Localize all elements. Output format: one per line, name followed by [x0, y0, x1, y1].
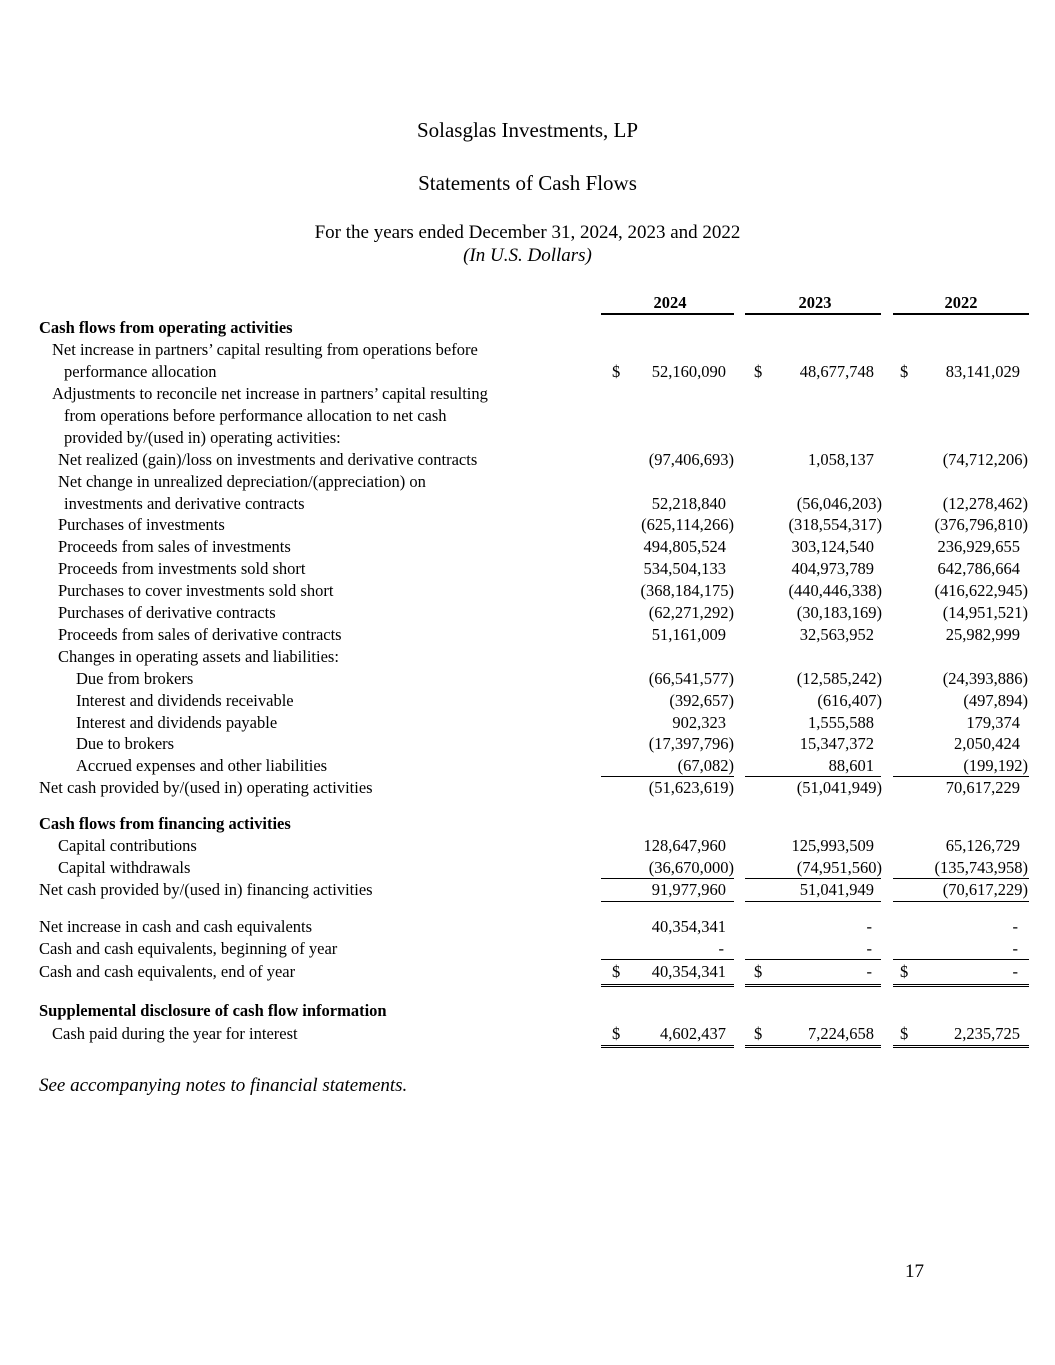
- table-row: [0, 938, 1055, 960]
- col-2022: 2022: [944, 293, 978, 312]
- value: (14,951,521): [942, 603, 1028, 622]
- value: 48,677,748: [799, 362, 874, 381]
- column-header-row: [0, 292, 1055, 314]
- grand-total-rule: [601, 984, 734, 987]
- row-label: Net cash provided by/(used in) operating activities: [39, 778, 373, 797]
- value: 70,617,229: [945, 778, 1020, 797]
- table-row: [0, 602, 1055, 624]
- col-2023: 2023: [798, 293, 832, 312]
- value: 494,805,524: [643, 537, 726, 556]
- value: 7,224,658: [808, 1024, 874, 1043]
- table-row: [0, 449, 1055, 471]
- value: 51,161,009: [651, 625, 726, 644]
- value: 88,601: [828, 756, 874, 775]
- table-row: [0, 916, 1055, 938]
- row-label: provided by/(used in) operating activities:: [64, 428, 341, 447]
- value: 52,218,840: [651, 494, 726, 513]
- grand-total-rule: [893, 1045, 1029, 1048]
- value: 2,050,424: [954, 734, 1020, 753]
- row-label: from operations before performance allocation to net cash: [64, 406, 447, 425]
- value: 91,977,960: [651, 880, 726, 899]
- dollar-sign: $: [612, 1024, 621, 1043]
- value: (376,796,810): [934, 515, 1028, 534]
- page-number: 17: [905, 1261, 924, 1282]
- value: 534,504,133: [643, 559, 726, 578]
- value: (135,743,958): [934, 858, 1028, 877]
- dollar-sign: $: [900, 962, 909, 981]
- value: (625,114,266): [641, 515, 734, 534]
- company-name: Solasglas Investments, LP: [416, 118, 639, 142]
- dollar-sign: $: [754, 962, 763, 981]
- header-rule: [601, 313, 734, 315]
- row-label: Interest and dividends receivable: [76, 691, 294, 710]
- value: (17,397,796): [648, 734, 734, 753]
- total-rule: [601, 901, 734, 902]
- value: 303,124,540: [791, 537, 874, 556]
- header-rule: [745, 313, 881, 315]
- table-row: [0, 514, 1055, 536]
- row-label: Net cash provided by/(used in) financing activities: [39, 880, 373, 899]
- row-label: Adjustments to reconcile net increase in partners’ capital resulting: [52, 384, 488, 403]
- row-label: Net change in unrealized depreciation/(appreciation) on: [58, 472, 426, 491]
- total-rule: [893, 901, 1029, 902]
- row-label: Purchases to cover investments sold short: [58, 581, 334, 600]
- value: 25,982,999: [945, 625, 1020, 644]
- value: (74,712,206): [942, 450, 1028, 469]
- row-label: Due from brokers: [76, 669, 194, 688]
- row-label: Net realized (gain)/loss on investments and derivative contracts: [58, 450, 478, 469]
- value: (67,082): [677, 756, 734, 775]
- value: 902,323: [672, 713, 726, 732]
- value: -: [1012, 917, 1018, 936]
- value: (318,554,317): [788, 515, 882, 534]
- value: (66,541,577): [648, 669, 734, 688]
- table-row: [0, 493, 1055, 515]
- subtotal-rule: [893, 959, 1029, 960]
- row-label: Net increase in partners’ capital resulting from operations before: [52, 340, 478, 359]
- value: 15,347,372: [799, 734, 874, 753]
- value: 4,602,437: [660, 1024, 726, 1043]
- value: (51,623,619): [648, 778, 734, 797]
- table-row: [0, 361, 1055, 383]
- total-rule: [745, 901, 881, 902]
- row-label: Capital withdrawals: [58, 858, 191, 877]
- value: (12,585,242): [796, 669, 882, 688]
- row-label: Cash and cash equivalents, beginning of year: [39, 939, 338, 958]
- value: (24,393,886): [942, 669, 1028, 688]
- dollar-sign: $: [612, 962, 621, 981]
- table-row: [0, 835, 1055, 857]
- value: -: [718, 939, 724, 958]
- value: 125,993,509: [791, 836, 874, 855]
- value: -: [866, 962, 872, 981]
- value: (392,657): [669, 691, 734, 710]
- row-label: Due to brokers: [76, 734, 175, 753]
- value: 40,354,341: [651, 917, 726, 936]
- table-row-total: [0, 879, 1055, 901]
- value: (440,446,338): [788, 581, 882, 600]
- table-row: [0, 755, 1055, 777]
- value: 52,160,090: [651, 362, 726, 381]
- header-rule: [893, 313, 1029, 315]
- value: 65,126,729: [945, 836, 1020, 855]
- value: -: [1012, 962, 1018, 981]
- row-label: Proceeds from sales of investments: [58, 537, 291, 556]
- value: 128,647,960: [643, 836, 726, 855]
- value: 2,235,725: [954, 1024, 1020, 1043]
- row-label: Proceeds from sales of derivative contracts: [58, 625, 342, 644]
- row-label: Interest and dividends payable: [76, 713, 278, 732]
- value: (199,192): [963, 756, 1028, 775]
- table-row: [0, 624, 1055, 646]
- value: (62,271,292): [648, 603, 734, 622]
- value: (51,041,949): [796, 778, 882, 797]
- section-heading-financing: Cash flows from financing activities: [39, 814, 291, 833]
- value: 404,973,789: [791, 559, 874, 578]
- value: 51,041,949: [799, 880, 874, 899]
- statement-title: Statements of Cash Flows: [418, 171, 637, 195]
- section-heading-operating: Cash flows from operating activities: [39, 318, 293, 337]
- row-label: Accrued expenses and other liabilities: [76, 756, 328, 775]
- col-2024: 2024: [653, 293, 687, 312]
- row-label: Proceeds from investments sold short: [58, 559, 306, 578]
- table-row: [0, 690, 1055, 712]
- currency-note: (In U.S. Dollars): [463, 245, 592, 266]
- table-row: [0, 668, 1055, 690]
- row-label: Net increase in cash and cash equivalents: [39, 917, 313, 936]
- table-row: [0, 558, 1055, 580]
- value: 83,141,029: [945, 362, 1020, 381]
- value: -: [1012, 939, 1018, 958]
- row-label: Cash and cash equivalents, end of year: [39, 962, 296, 981]
- dollar-sign: $: [900, 362, 909, 381]
- value: (30,183,169): [796, 603, 882, 622]
- row-label: Changes in operating assets and liabilities:: [58, 647, 339, 666]
- table-row: [0, 1023, 1055, 1045]
- value: 40,354,341: [651, 962, 726, 981]
- grand-total-rule: [601, 1045, 734, 1048]
- row-label: Cash paid during the year for interest: [52, 1024, 298, 1043]
- footnote: See accompanying notes to financial statements.: [39, 1075, 408, 1096]
- value: 1,555,588: [808, 713, 874, 732]
- value: 1,058,137: [808, 450, 874, 469]
- grand-total-rule: [745, 1045, 881, 1048]
- subtotal-rule: [601, 959, 734, 960]
- table-row-total: [0, 961, 1055, 983]
- value: (97,406,693): [648, 450, 734, 469]
- table-row-total: [0, 777, 1055, 799]
- value: -: [866, 917, 872, 936]
- dollar-sign: $: [754, 1024, 763, 1043]
- row-label: investments and derivative contracts: [64, 494, 305, 513]
- row-label: Purchases of investments: [58, 515, 225, 534]
- value: (36,670,000): [648, 858, 734, 877]
- subtotal-rule: [745, 959, 881, 960]
- table-row: [0, 857, 1055, 879]
- dollar-sign: $: [754, 362, 763, 381]
- grand-total-rule: [893, 984, 1029, 987]
- value: (70,617,229): [942, 880, 1028, 899]
- table-row: [0, 712, 1055, 734]
- value: 179,374: [966, 713, 1020, 732]
- value: (56,046,203): [796, 494, 882, 513]
- value: 642,786,664: [937, 559, 1020, 578]
- table-row: [0, 536, 1055, 558]
- dollar-sign: $: [900, 1024, 909, 1043]
- table-row: [0, 580, 1055, 602]
- grand-total-rule: [745, 984, 881, 987]
- value: (416,622,945): [934, 581, 1028, 600]
- period-subtitle: For the years ended December 31, 2024, 2023 and 2022: [314, 222, 741, 243]
- value: 32,563,952: [799, 625, 874, 644]
- table-row: [0, 733, 1055, 755]
- value: -: [866, 939, 872, 958]
- value: (12,278,462): [942, 494, 1028, 513]
- row-label: Purchases of derivative contracts: [58, 603, 276, 622]
- value: (497,894): [963, 691, 1028, 710]
- row-label: Capital contributions: [58, 836, 197, 855]
- section-heading-supplemental: Supplemental disclosure of cash flow information: [39, 1001, 387, 1020]
- value: 236,929,655: [937, 537, 1020, 556]
- value: (616,407): [817, 691, 882, 710]
- value: (74,951,560): [796, 858, 882, 877]
- row-label: performance allocation: [64, 362, 217, 381]
- value: (368,184,175): [640, 581, 734, 600]
- dollar-sign: $: [612, 362, 621, 381]
